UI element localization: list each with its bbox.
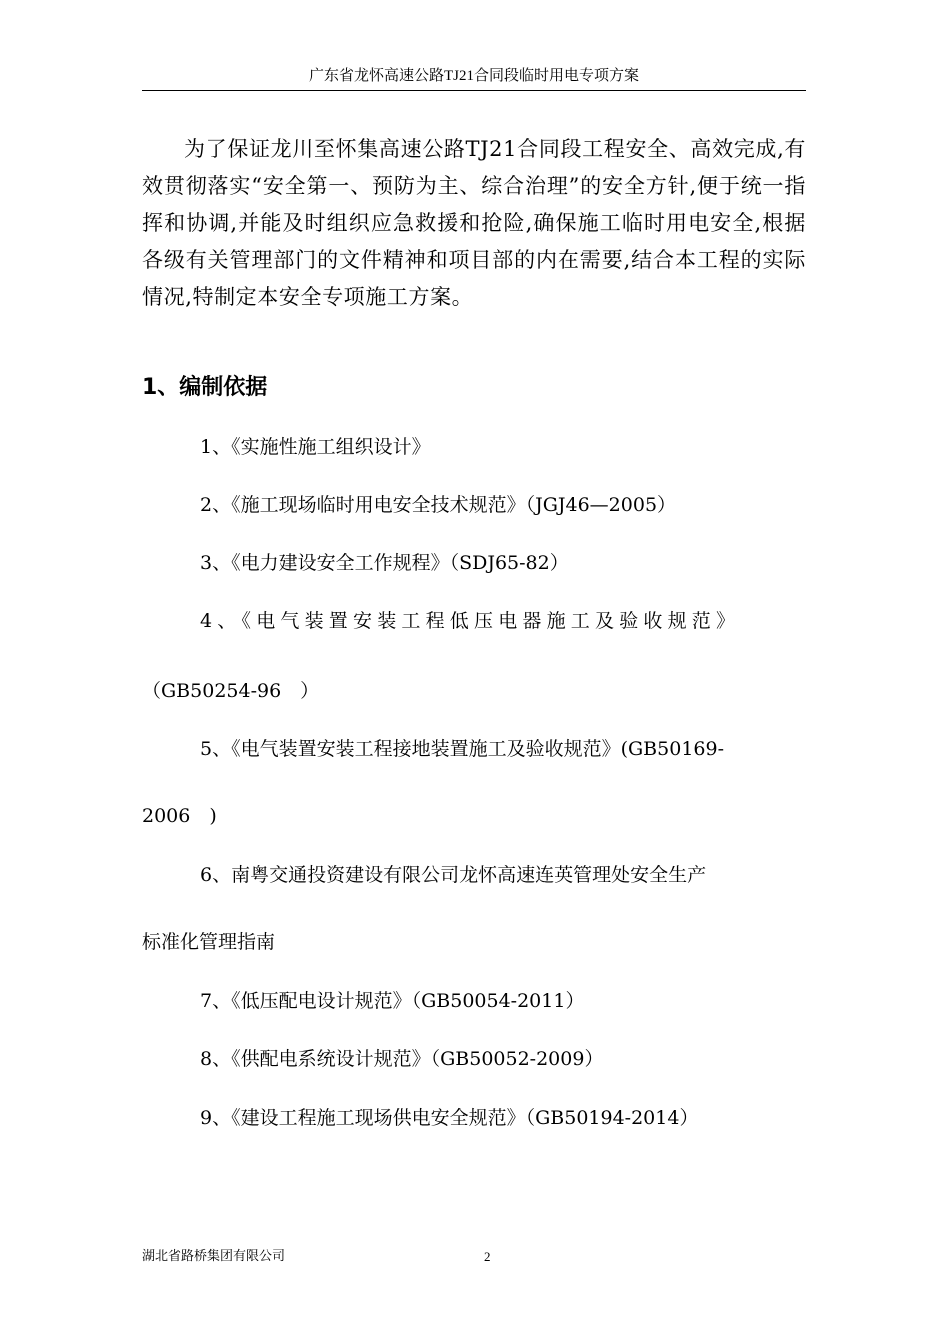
- reference-item-4: 4、《电气装置安装工程低压电器施工及验收规范》: [200, 610, 741, 632]
- reference-item-9: 9、《建设工程施工现场供电安全规范》（GB50194-2014）: [200, 1107, 699, 1129]
- page-header-title: 广东省龙怀高速公路TJ21合同段临时用电专项方案: [308, 68, 639, 84]
- reference-item-6: 6、南粤交通投资建设有限公司龙怀高速连英管理处安全生产: [200, 864, 707, 886]
- intro-paragraph: 为了保证龙川至怀集高速公路TJ21合同段工程安全、高效完成,有效贯彻落实“安全第一、预防为主、综合治理”的安全方针,便于统一指挥和协调,并能及时组织应急救援和抢险,确保施工临时用电安全,根据各级有关管理部门的文件精神和项目部的内在需要,结合本工程的实际情况,特制定本安全专项施工方案。: [142, 137, 806, 309]
- reference-item-6-continuation: 标准化管理指南: [142, 931, 276, 953]
- reference-item-5-continuation: 2006 ): [142, 805, 217, 827]
- reference-item-3: 3、《电力建设安全工作规程》（SDJ65-82）: [200, 552, 569, 574]
- reference-item-8: 8、《供配电系统设计规范》（GB50052-2009）: [200, 1048, 604, 1070]
- footer-page-number: 2: [484, 1249, 491, 1264]
- header-divider: [142, 90, 806, 91]
- reference-item-2: 2、《施工现场临时用电安全技术规范》（JGJ46—2005）: [200, 494, 677, 516]
- reference-item-4-continuation: （GB50254-96 ）: [142, 680, 320, 702]
- footer-company-name: 湖北省路桥集团有限公司: [142, 1249, 286, 1264]
- section-title-basis: 1、编制依据: [142, 375, 268, 400]
- reference-item-5: 5、《电气装置安装工程接地装置施工及验收规范》(GB50169-: [200, 738, 725, 760]
- reference-item-1: 1、《实施性施工组织设计》: [200, 436, 431, 458]
- reference-item-7: 7、《低压配电设计规范》（GB50054-2011）: [200, 990, 585, 1012]
